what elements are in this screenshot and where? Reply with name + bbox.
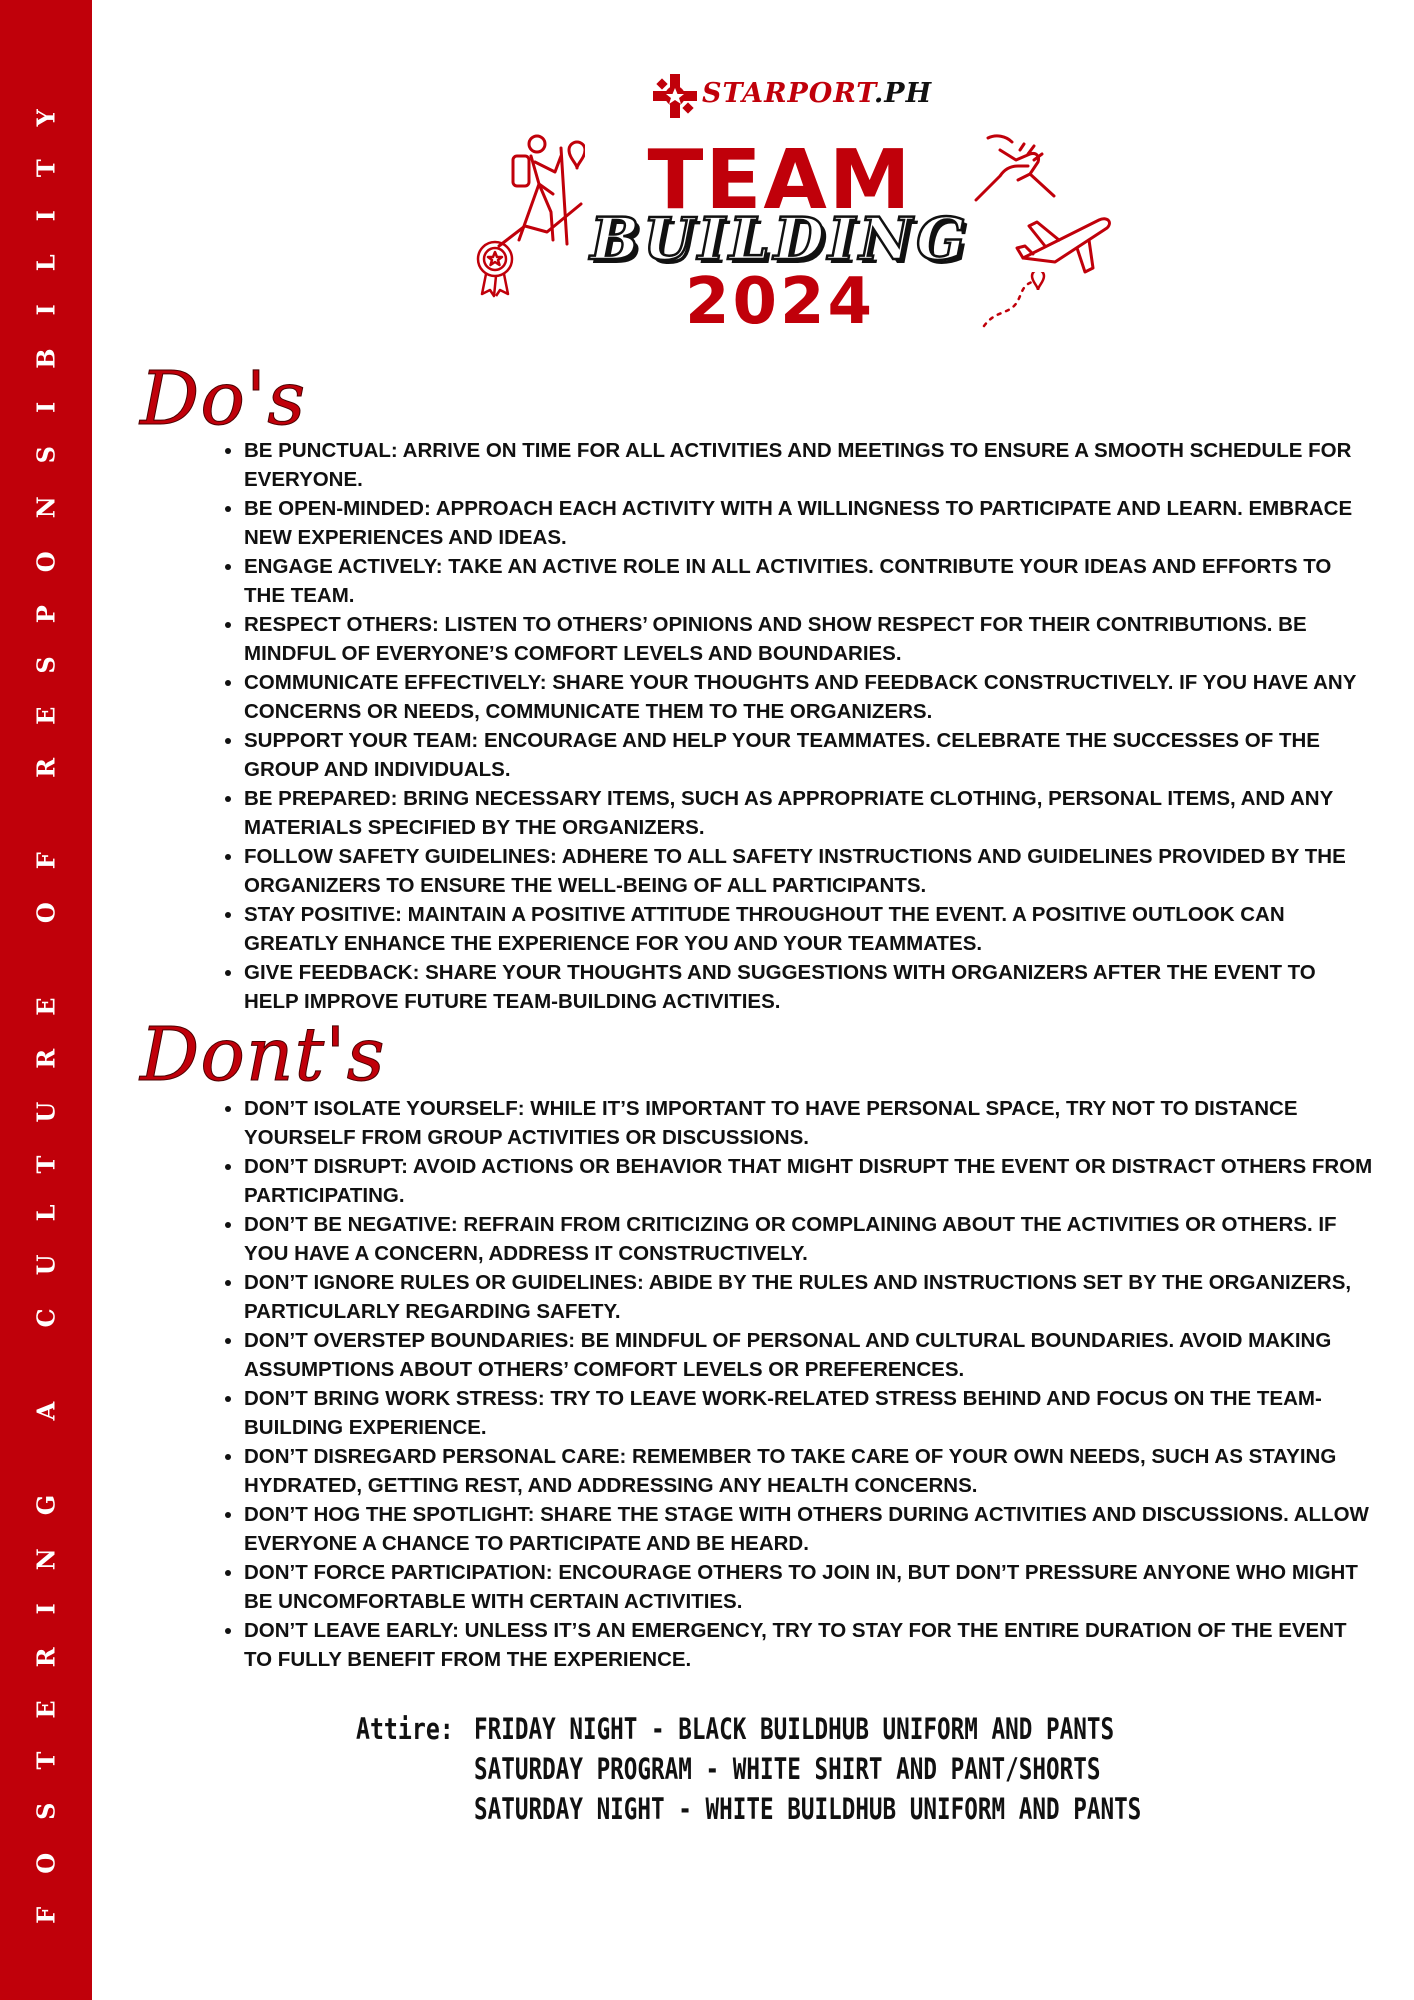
title-team: TEAM: [647, 133, 913, 228]
attire-line-saturday-night: SATURDAY NIGHT - WHITE BUILDHUB UNIFORM AND PANTS: [474, 1792, 1142, 1826]
donts-list-item: • DON’T HOG THE SPOTLIGHT: SHARE THE STAGE WITH OTHERS DURING ACTIVITIES AND DISCUSSIONS. ALLOW EVERYONE A CHANCE TO PARTICIPATE AND BE HEARD.: [244, 1500, 1374, 1558]
dos-list-item: • ENGAGE ACTIVELY: TAKE AN ACTIVE ROLE IN ALL ACTIVITIES. CONTRIBUTE YOUR IDEAS AND EFFORTS TO THE TEAM.: [244, 552, 1374, 610]
logo-name: STARPORT: [702, 78, 874, 109]
attire-line-friday: FRIDAY NIGHT - BLACK BUILDHUB UNIFORM AND PANTS: [474, 1712, 1115, 1746]
dos-heading: Do's: [140, 356, 307, 442]
title-year: 2024: [684, 265, 876, 339]
dos-list-item: • BE PUNCTUAL: ARRIVE ON TIME FOR ALL ACTIVITIES AND MEETINGS TO ENSURE A SMOOTH SCHEDULE FOR EVERYONE.: [244, 436, 1374, 494]
dos-list-item: • STAY POSITIVE: MAINTAIN A POSITIVE ATTITUDE THROUGHOUT THE EVENT. A POSITIVE OUTLOOK CAN GREATLY ENHANCE THE EXPERIENCE FOR YOU AND YOUR TEAMMATES.: [244, 900, 1374, 958]
donts-list-item: • DON’T LEAVE EARLY: UNLESS IT’S AN EMERGENCY, TRY TO STAY FOR THE ENTIRE DURATION OF THE EVENT TO FULLY BENEFIT FROM THE EXPERIENCE.: [244, 1616, 1374, 1674]
donts-list-item: • DON’T FORCE PARTICIPATION: ENCOURAGE OTHERS TO JOIN IN, BUT DON’T PRESSURE ANYONE WHO MIGHT BE UNCOMFORTABLE WITH CERTAIN ACTIVITIES.: [244, 1558, 1374, 1616]
attire-label: Attire:: [356, 1712, 454, 1746]
donts-list: [220, 1094, 1374, 1674]
dotted-route-icon: [980, 272, 1050, 330]
donts-list-item: • DON’T DISREGARD PERSONAL CARE: REMEMBER TO TAKE CARE OF YOUR OWN NEEDS, SUCH AS STAYING HYDRATED, GETTING REST, AND ADDRESSING ANY HEALTH CONCERNS.: [244, 1442, 1374, 1500]
attire-line-saturday-program: SATURDAY PROGRAM - WHITE SHIRT AND PANT/SHORTS: [474, 1752, 1101, 1786]
sidebar-tagline: FOSTERING A CULTURE OF RESPONSIBILITY: [31, 76, 61, 1924]
dos-list-item: • SUPPORT YOUR TEAM: ENCOURAGE AND HELP YOUR TEAMMATES. CELEBRATE THE SUCCESSES OF THE GROUP AND INDIVIDUALS.: [244, 726, 1374, 784]
donts-list-item: • DON’T BE NEGATIVE: REFRAIN FROM CRITICIZING OR COMPLAINING ABOUT THE ACTIVITIES OR OTHERS. IF YOU HAVE A CONCERN, ADDRESS IT CONSTRUCTIVELY.: [244, 1210, 1374, 1268]
donts-list-item: • DON’T BRING WORK STRESS: TRY TO LEAVE WORK-RELATED STRESS BEHIND AND FOCUS ON THE TEAM-BUILDING EXPERIENCE.: [244, 1384, 1374, 1442]
dos-list-item: • FOLLOW SAFETY GUIDELINES: ADHERE TO ALL SAFETY INSTRUCTIONS AND GUIDELINES PROVIDED BY THE ORGANIZERS TO ENSURE THE WELL-BEING OF ALL PARTICIPANTS.: [244, 842, 1374, 900]
logo-suffix: .PH: [873, 78, 933, 109]
logo-wordmark: [702, 78, 932, 109]
dos-list-item: • COMMUNICATE EFFECTIVELY: SHARE YOUR THOUGHTS AND FEEDBACK CONSTRUCTIVELY. IF YOU HAVE ANY CONCERNS OR NEEDS, COMMUNICATE THEM TO THE ORGANIZERS.: [244, 668, 1374, 726]
starport-gear-icon: [650, 74, 700, 118]
title-building: BUILDING: [590, 205, 970, 273]
donts-list-item: • DON’T ISOLATE YOURSELF: WHILE IT’S IMPORTANT TO HAVE PERSONAL SPACE, TRY NOT TO DISTANCE YOURSELF FROM GROUP ACTIVITIES OR DISCUSSIONS.: [244, 1094, 1374, 1152]
donts-list-item: • DON’T OVERSTEP BOUNDARIES: BE MINDFUL OF PERSONAL AND CULTURAL BOUNDARIES. AVOID MAKING ASSUMPTIONS ABOUT OTHERS’ COMFORT LEVELS OR PREFERENCES.: [244, 1326, 1374, 1384]
donts-heading: Dont's: [140, 1012, 386, 1098]
donts-list-item: • DON’T IGNORE RULES OR GUIDELINES: ABIDE BY THE RULES AND INSTRUCTIONS SET BY THE ORGANIZERS, PARTICULARLY REGARDING SAFETY.: [244, 1268, 1374, 1326]
handshake-icon: [970, 130, 1060, 210]
dos-list-item: • GIVE FEEDBACK: SHARE YOUR THOUGHTS AND SUGGESTIONS WITH ORGANIZERS AFTER THE EVENT TO HELP IMPROVE FUTURE TEAM-BUILDING ACTIVITIES.: [244, 958, 1374, 1016]
sidebar-band: [0, 0, 92, 2000]
dos-list-item: • BE OPEN-MINDED: APPROACH EACH ACTIVITY WITH A WILLINGNESS TO PARTICIPATE AND LEARN. EMBRACE NEW EXPERIENCES AND IDEAS.: [244, 494, 1374, 552]
dos-list-item: • BE PREPARED: BRING NECESSARY ITEMS, SUCH AS APPROPRIATE CLOTHING, PERSONAL ITEMS, AND ANY MATERIALS SPECIFIED BY THE ORGANIZERS.: [244, 784, 1374, 842]
donts-list-item: • DON’T DISRUPT: AVOID ACTIONS OR BEHAVIOR THAT MIGHT DISRUPT THE EVENT OR DISTRACT OTHERS FROM PARTICIPATING.: [244, 1152, 1374, 1210]
dos-list: [220, 436, 1374, 1016]
event-header: [450, 60, 1130, 339]
starport-logo: [650, 74, 933, 118]
medal-icon: [474, 238, 516, 298]
dos-list-item: • RESPECT OTHERS: LISTEN TO OTHERS’ OPINIONS AND SHOW RESPECT FOR THEIR CONTRIBUTIONS. BE MINDFUL OF EVERYONE’S COMFORT LEVELS AND BOUNDARIES.: [244, 610, 1374, 668]
